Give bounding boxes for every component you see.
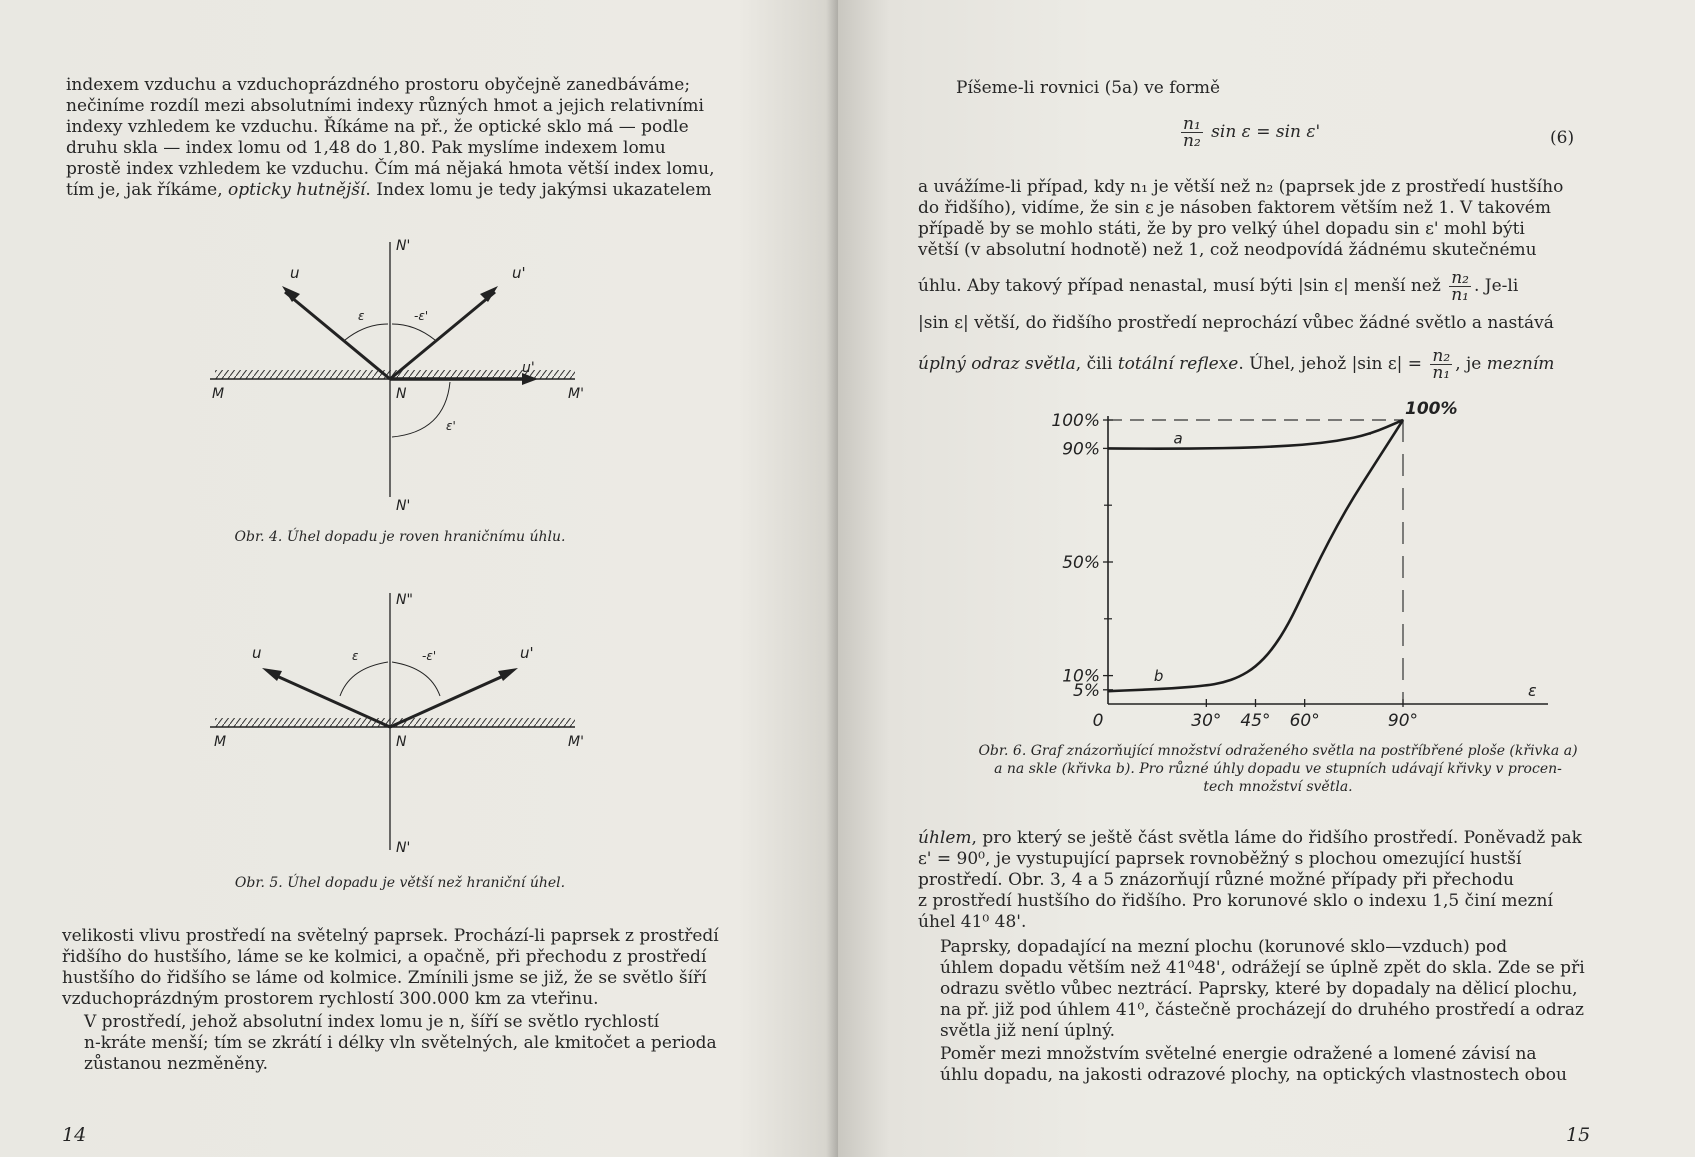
right-paragraph-2	[918, 828, 1630, 933]
series-a-point	[1140, 448, 1141, 449]
fraction-numerator: n₂	[1451, 268, 1469, 288]
text-line: do řidšího), vidíme, že sin ε je násoben faktorem větším než 1. V takovém	[918, 198, 1551, 218]
incident-ray	[285, 292, 390, 379]
text-line: úhlu dopadu, na jakosti odrazové plochy, na optických vlastnostech obou	[940, 1065, 1567, 1085]
series-b-point	[1140, 689, 1141, 690]
label-u: u	[290, 264, 300, 282]
text-segment: , čili	[1075, 354, 1118, 374]
angle-arc-incidence	[340, 662, 388, 696]
series-a-point	[1304, 444, 1305, 445]
label-u-reflected: u'	[512, 264, 526, 282]
text-segment: . Úhel, jehož |sin ε| =	[1238, 354, 1423, 374]
text-line	[918, 828, 1630, 849]
left-paragraph-3	[62, 1012, 734, 1075]
series-b-point	[1288, 624, 1289, 625]
text-segment: úhlu. Aby takový případ nenastal, musí býti |sin ε| menší než	[918, 276, 1441, 296]
caption-line: a na skle (křivka b). Pro různé úhly dopadu ve stupních udávají křivky v procen-	[994, 761, 1562, 777]
text-line: prostě index vzhledem ke vzduchu. Čím má nějaká hmota větší index lomu,	[66, 159, 715, 179]
text-line: ε' = 90⁰, je vystupující paprsek rovnoběžný s plochou omezující hustší	[918, 849, 1522, 869]
label-u: u	[252, 644, 262, 662]
text-line: případě by se mohlo státi, že by pro velký úhel dopadu sin ε' mohl býti	[918, 219, 1525, 239]
text-segment: tím je, jak říkáme,	[66, 180, 229, 200]
text-line-with-fraction	[918, 348, 1638, 381]
text-line: odrazu světlo vůbec neztrácí. Paprsky, které by dopadaly na dělicí plochu,	[940, 979, 1578, 999]
figure-6-caption	[918, 742, 1638, 796]
left-paragraph-1	[66, 75, 734, 201]
figure-6-chart	[1008, 398, 1568, 738]
emphasis-text: opticky hutnější	[228, 180, 366, 200]
emphasis-text: mezním	[1486, 354, 1555, 374]
series-b-point	[1255, 666, 1256, 667]
text-line: na př. již pod úhlem 41⁰, částečně procházejí do druhého prostředí a odraz	[940, 1000, 1584, 1020]
x-tick-label: 60°	[1289, 711, 1320, 731]
left-paragraph-2	[62, 926, 734, 1010]
series-b-point	[1370, 471, 1371, 472]
label-n-top: N'	[396, 238, 411, 254]
label-m: M	[212, 386, 225, 402]
label-u-refracted: u'	[522, 360, 535, 376]
label-n: N	[396, 386, 407, 402]
text-line: hustšího do řidšího se láme od kolmice. Zmínili jsme se již, že se světlo šíří	[62, 968, 707, 988]
x-tick-label: 0	[1092, 711, 1104, 731]
text-line: řidšího do hustšího, láme se ke kolmici, a opačně, při přechodu z prostředí	[62, 947, 707, 967]
angle-arc-incidence	[345, 324, 388, 340]
y-tick-label: 50%	[1062, 553, 1100, 573]
series-a-curve	[1108, 420, 1403, 449]
series-a-point	[1173, 448, 1174, 449]
series-b-point	[1337, 524, 1338, 525]
fraction-denominator: n₁	[1451, 285, 1469, 305]
series-a-point	[1271, 446, 1272, 447]
series-a-point	[1370, 434, 1371, 435]
text-line: světla již není úplný.	[940, 1021, 1116, 1041]
y-tick-label: 10%	[1062, 666, 1100, 687]
text-line-with-fraction	[918, 270, 1630, 303]
series-a-point	[1337, 440, 1338, 441]
reflected-ray-arrowhead	[498, 668, 518, 681]
left-page	[0, 0, 838, 1157]
label-neg-epsilon-prime: -ε'	[422, 649, 437, 663]
text-line: a uvážíme-li případ, kdy n₁ je větší než n₂ (paprsek jde z prostředí hustšího	[918, 177, 1564, 197]
series-b-point	[1107, 691, 1108, 692]
figure-5-caption: Obr. 5. Úhel dopadu je větší než hraniční úhel.	[234, 875, 566, 891]
text-line: vzduchoprázdným prostorem rychlostí 300.000 km za vteřinu.	[62, 989, 599, 1009]
y-tick-label: 90%	[1062, 439, 1100, 460]
page-number-right: 15	[1566, 1124, 1591, 1146]
figure-5-diagram	[200, 588, 600, 858]
label-n-top: N"	[396, 592, 413, 608]
series-b-point	[1206, 685, 1207, 686]
equation-number: (6)	[1550, 128, 1575, 148]
y-tick-label: 5%	[1073, 680, 1100, 701]
series-b-label: b	[1153, 666, 1164, 685]
text-line: Paprsky, dopadající na mezní plochu (korunové sklo—vzduch) pod	[940, 937, 1508, 957]
label-m-prime: M'	[568, 734, 584, 750]
caption-line: Obr. 6. Graf znázorňující množství odraženého světla na postříbřené ploše (křivka a)	[978, 743, 1578, 759]
text-segment: . Index lomu je tedy jakýmsi ukazatelem	[365, 180, 712, 200]
right-intro: Píšeme-li rovnici (5a) ve formě	[956, 78, 1221, 98]
right-paragraph-3	[918, 937, 1630, 1042]
text-line: úhel 41⁰ 48'.	[918, 912, 1027, 932]
series-b-point	[1386, 445, 1387, 446]
text-line: z prostředí hustšího do řidšího. Pro korunové sklo o indexu 1,5 činí mezní	[918, 891, 1553, 911]
angle-arc-reflection	[392, 324, 435, 340]
y-tick-label: 100%	[1051, 411, 1100, 431]
series-b-point	[1402, 419, 1403, 420]
top-right-100-label: 100%	[1405, 399, 1458, 419]
page-number-left: 14	[62, 1124, 87, 1146]
equation-6	[1178, 116, 1320, 149]
right-paragraph-1	[918, 177, 1630, 261]
fraction-n2-n1	[1430, 348, 1452, 381]
label-n-bottom: N'	[396, 840, 411, 856]
caption-line: tech množství světla.	[1203, 779, 1353, 795]
label-m: M	[214, 734, 227, 750]
series-b-point	[1304, 590, 1305, 591]
emphasis-text: úhlem	[918, 828, 972, 848]
text-segment: , pro který se ještě část světla láme do řidšího prostředí. Poněvadž pak	[971, 828, 1582, 848]
series-a-label: a	[1173, 429, 1183, 448]
incident-ray-arrowhead	[262, 668, 282, 681]
series-a-point	[1239, 447, 1240, 448]
fraction-n2-n1	[1449, 270, 1471, 303]
label-epsilon: ε	[352, 649, 359, 663]
text-line: |sin ε| větší, do řidšího prostředí neprochází vůbec žádné světlo a nastává	[918, 313, 1554, 333]
series-b-point	[1271, 649, 1272, 650]
x-tick-label: 30°	[1191, 711, 1222, 731]
angle-arc-reflection	[392, 662, 440, 696]
figure-4-diagram	[200, 232, 600, 522]
text-line: zůstanou nezměněny.	[84, 1054, 268, 1074]
series-b-point	[1353, 496, 1354, 497]
text-segment: . Je-li	[1473, 276, 1519, 296]
fraction-numerator: n₂	[1432, 346, 1451, 366]
x-tick-label: 90°	[1387, 711, 1419, 731]
text-line	[66, 180, 734, 201]
series-a-point	[1206, 448, 1207, 449]
series-b-curve	[1108, 420, 1403, 691]
label-n-bottom: N'	[396, 498, 411, 514]
text-line: indexem vzduchu a vzduchoprázdného prostoru obyčejně zanedbáváme;	[66, 75, 691, 95]
text-line: n-kráte menší; tím se zkrátí i délky vln světelných, ale kmitočet a perioda	[84, 1033, 717, 1053]
label-epsilon: ε	[358, 309, 365, 323]
series-b-point	[1222, 682, 1223, 683]
right-paragraph-4	[918, 1044, 1630, 1086]
text-line: prostředí. Obr. 3, 4 a 5 znázorňují různé možné případy při přechodu	[918, 870, 1514, 890]
right-page	[838, 0, 1695, 1157]
label-epsilon-prime: ε'	[446, 419, 456, 433]
series-a-point	[1107, 448, 1108, 449]
text-line: druhu skla — index lomu od 1,48 do 1,80. Pak myslíme indexem lomu	[66, 138, 666, 158]
label-neg-epsilon-prime: -ε'	[414, 309, 429, 323]
figure-4-caption: Obr. 4. Úhel dopadu je roven hraničnímu úhlu.	[234, 529, 566, 545]
text-line: velikosti vlivu prostředí na světelný paprsek. Prochází-li paprsek z prostředí	[62, 926, 719, 946]
fraction-denominator: n₂	[1183, 131, 1201, 151]
text-segment: , je	[1455, 354, 1487, 374]
text-line: úhlem dopadu větším než 41⁰48', odrážejí se úplně zpět do skla. Zde se při	[940, 958, 1585, 978]
emphasis-text: totální reflexe	[1117, 354, 1239, 374]
label-m-prime: M'	[568, 386, 584, 402]
fraction-denominator: n₁	[1432, 363, 1451, 383]
text-line: V prostředí, jehož absolutní index lomu je n, šíří se světlo rychlostí	[84, 1012, 660, 1032]
equation-rhs: sin ε = sin ε'	[1211, 122, 1321, 142]
x-axis-label: ε	[1528, 681, 1537, 700]
reflected-ray-arrowhead	[480, 286, 498, 302]
fraction-numerator: n₁	[1183, 114, 1201, 134]
x-tick-label: 45°	[1240, 711, 1271, 731]
label-n: N	[396, 734, 407, 750]
text-line: větší (v absolutní hodnotě) než 1, což neodpovídá žádnému skutečnému	[918, 240, 1537, 260]
text-line: Poměr mezi množstvím světelné energie odražené a lomené závisí na	[940, 1044, 1537, 1064]
series-b-point	[1320, 556, 1321, 557]
emphasis-text: úplný odraz světla	[918, 354, 1076, 374]
text-line: nečiníme rozdíl mezi absolutními indexy různých hmot a jejich relativními	[66, 96, 704, 116]
series-b-point	[1239, 676, 1240, 677]
text-line: indexy vzhledem ke vzduchu. Říkáme na př., že optické sklo má — podle	[66, 117, 689, 137]
reflected-ray	[390, 292, 495, 379]
incident-ray-arrowhead	[282, 286, 300, 302]
equation-fraction	[1181, 116, 1203, 149]
label-u-reflected: u'	[520, 644, 534, 662]
series-b-point	[1173, 688, 1174, 689]
